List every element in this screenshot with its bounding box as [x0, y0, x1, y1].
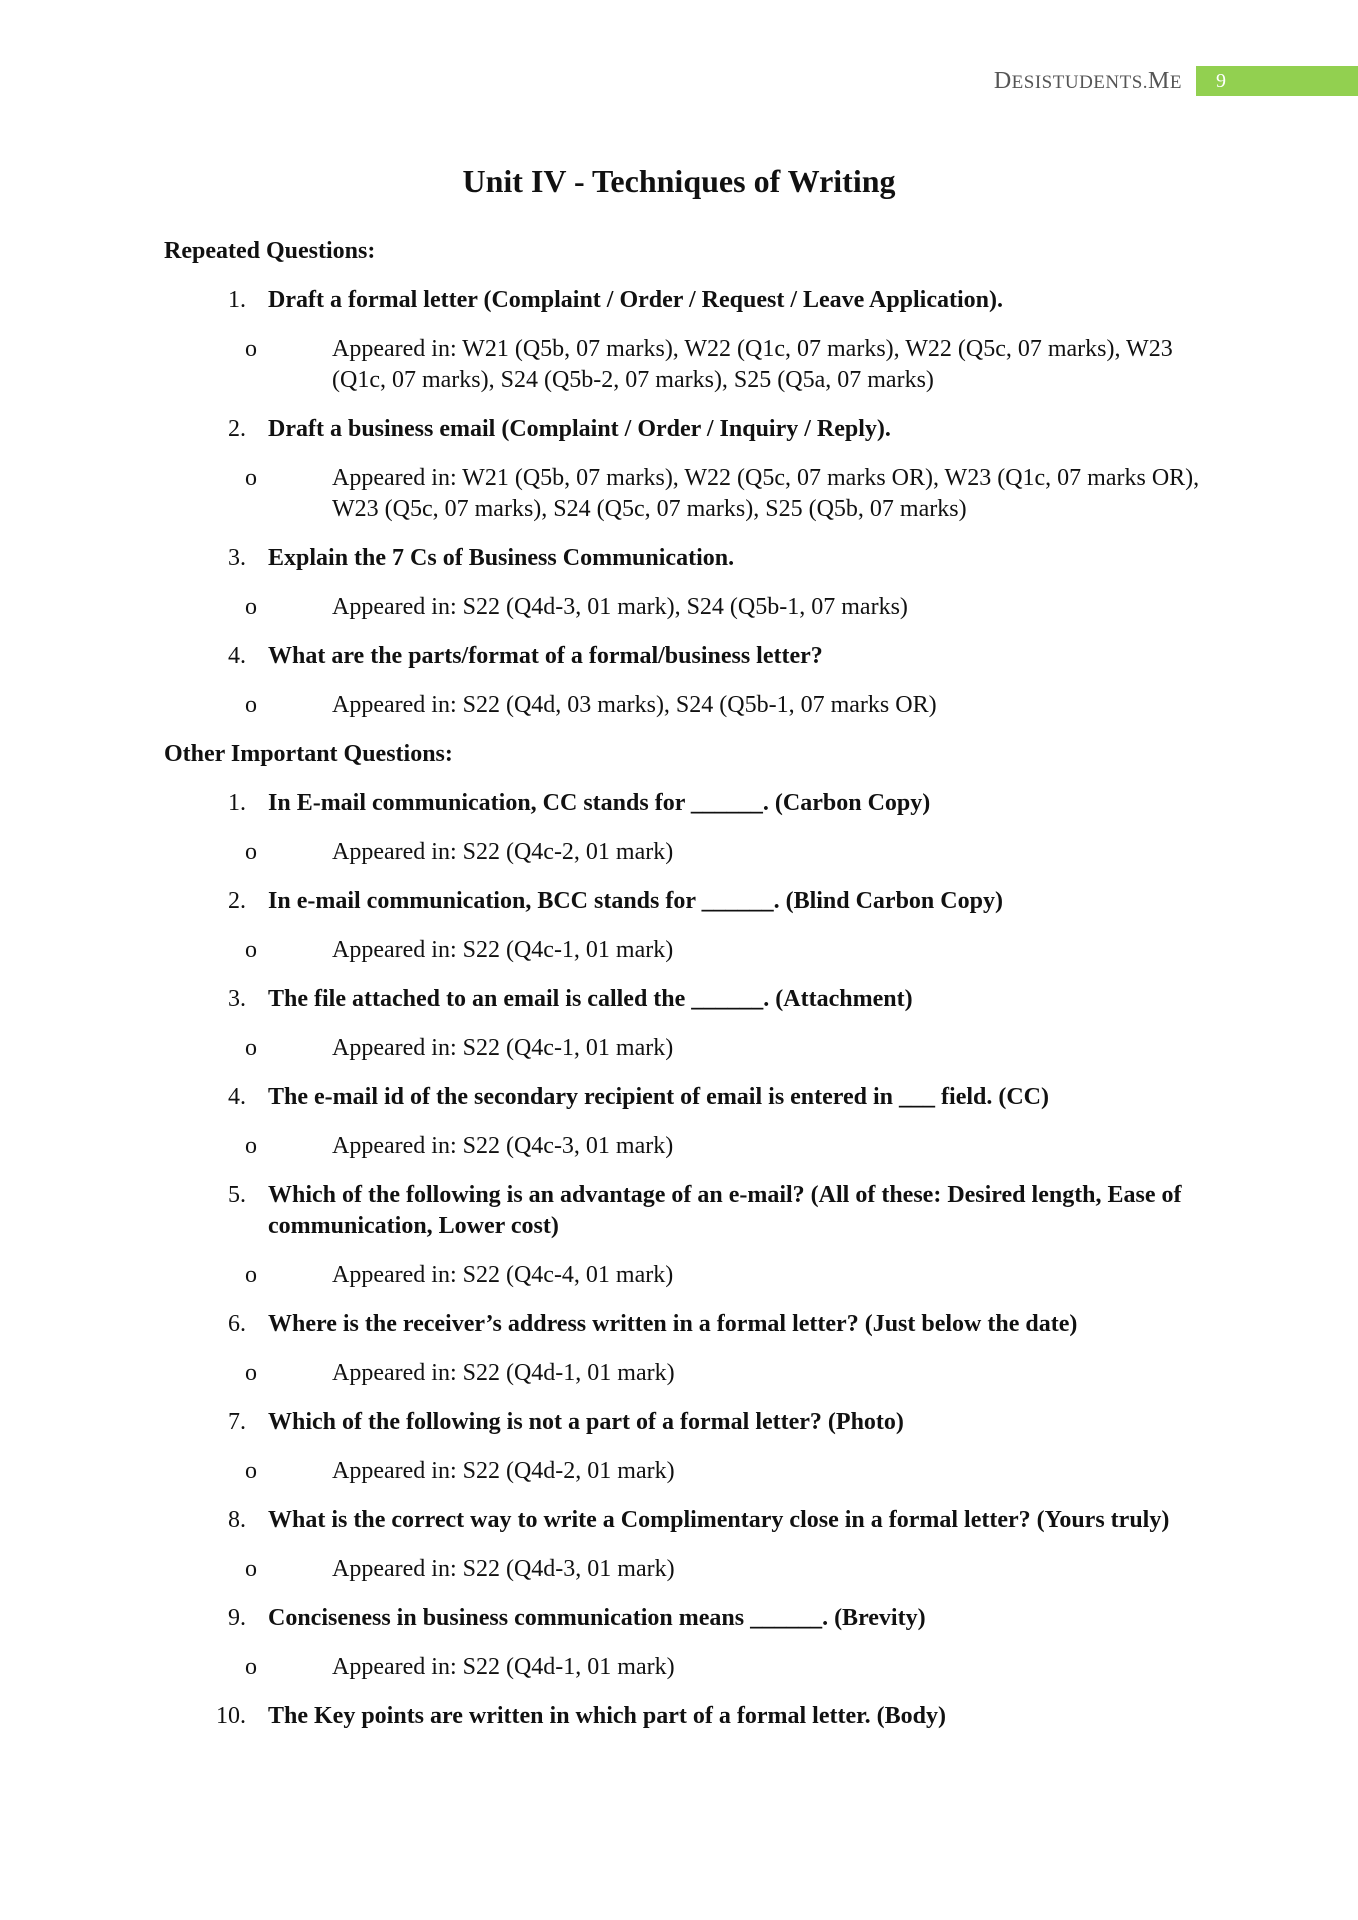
appeared-in-text: Appeared in: W21 (Q5b, 07 marks), W22 (Q5c, 07 marks OR), W23 (Q1c, 07 marks OR), W23 (Q5c, 07 marks), S24 (Q5c, 07 marks), S25 (Q5b, 07 marks)	[332, 465, 1200, 522]
question-row	[164, 1701, 1214, 1732]
bullet-glyph: o	[245, 1458, 257, 1484]
question-text: Draft a formal letter (Complaint / Order / Request / Leave Application).	[268, 287, 1003, 313]
appeared-in-text: Appeared in: S22 (Q4c-2, 01 mark)	[332, 839, 674, 865]
question-item	[164, 1407, 1214, 1487]
question-text: Which of the following is an advantage of an e-mail? (All of these: Desired length, Ease of communication, Lower cost)	[268, 1182, 1182, 1239]
appeared-in-text: Appeared in: S22 (Q4d-3, 01 mark)	[332, 1556, 675, 1582]
page-title: Unit IV - Techniques of Writing	[462, 163, 896, 199]
question-row	[164, 984, 1214, 1015]
hollow-bullet-icon	[164, 935, 300, 966]
question-item	[164, 1701, 1214, 1732]
page-number: 9	[1216, 69, 1226, 92]
question-number-text: 9.	[228, 1605, 246, 1631]
appeared-in-row	[164, 1554, 1214, 1585]
bullet-glyph: o	[245, 594, 257, 620]
appeared-in-row	[164, 1652, 1214, 1683]
site-name-tld-rest: E	[1169, 71, 1182, 93]
bullet-glyph: o	[245, 839, 257, 865]
hollow-bullet-icon	[164, 1260, 300, 1291]
appeared-in-row	[164, 1131, 1214, 1162]
appeared-in-text: Appeared in: S22 (Q4c-1, 01 mark)	[332, 1035, 674, 1061]
hollow-bullet-icon	[164, 1358, 300, 1389]
question-row	[164, 1180, 1214, 1242]
question-number-text: 4.	[228, 1084, 246, 1110]
bullet-glyph: o	[245, 937, 257, 963]
question-number	[164, 641, 246, 672]
bullet-glyph: o	[245, 1035, 257, 1061]
question-number	[164, 984, 246, 1015]
page-number-badge	[1196, 66, 1358, 96]
question-row	[164, 414, 1214, 445]
question-text: The file attached to an email is called the ______. (Attachment)	[268, 986, 913, 1012]
bullet-glyph: o	[245, 1654, 257, 1680]
question-number	[164, 1505, 246, 1536]
site-name-initial: D	[993, 67, 1012, 94]
appeared-in-row	[164, 1033, 1214, 1064]
question-number	[164, 414, 246, 445]
question-number	[164, 1603, 246, 1634]
question-text: Which of the following is not a part of a formal letter? (Photo)	[268, 1409, 904, 1435]
hollow-bullet-icon	[164, 837, 300, 868]
question-item	[164, 788, 1214, 868]
appeared-in-text: Appeared in: S22 (Q4c-3, 01 mark)	[332, 1133, 674, 1159]
question-number	[164, 886, 246, 917]
repeated-questions-list	[164, 285, 1214, 721]
appeared-in-text: Appeared in: S22 (Q4d-1, 01 mark)	[332, 1654, 675, 1680]
appeared-in-row	[164, 1456, 1214, 1487]
appeared-in-text: Appeared in: W21 (Q5b, 07 marks), W22 (Q1c, 07 marks), W22 (Q5c, 07 marks), W23 (Q1c, 07 marks), S24 (Q5b-2, 07 marks), S25 (Q5a, 07 marks)	[332, 336, 1173, 393]
appeared-in-text: Appeared in: S22 (Q4d-2, 01 mark)	[332, 1458, 675, 1484]
question-number-text: 7.	[228, 1409, 246, 1435]
question-number	[164, 1407, 246, 1438]
appeared-in-row	[164, 1260, 1214, 1291]
appeared-in-text: Appeared in: S22 (Q4c-1, 01 mark)	[332, 937, 674, 963]
question-row	[164, 641, 1214, 672]
question-number-text: 3.	[228, 545, 246, 571]
question-item	[164, 414, 1214, 525]
question-number-text: 10.	[216, 1703, 246, 1729]
question-text: In E-mail communication, CC stands for ______. (Carbon Copy)	[268, 790, 931, 816]
question-number-text: 2.	[228, 416, 246, 442]
question-row	[164, 788, 1214, 819]
appeared-in-row	[164, 334, 1214, 396]
hollow-bullet-icon	[164, 334, 300, 396]
question-number	[164, 1701, 246, 1732]
question-text: What are the parts/format of a formal/business letter?	[268, 643, 823, 669]
hollow-bullet-icon	[164, 592, 300, 623]
question-item	[164, 641, 1214, 721]
question-number-text: 8.	[228, 1507, 246, 1533]
appeared-in-text: Appeared in: S22 (Q4d-1, 01 mark)	[332, 1360, 675, 1386]
question-text: Where is the receiver’s address written in a formal letter? (Just below the date)	[268, 1311, 1078, 1337]
repeated-questions-heading: Repeated Questions:	[164, 238, 376, 264]
question-text: The Key points are written in which part of a formal letter. (Body)	[268, 1703, 946, 1729]
question-text: In e-mail communication, BCC stands for ______. (Blind Carbon Copy)	[268, 888, 1003, 914]
site-name-rest: ESISTUDENTS	[1011, 71, 1143, 93]
question-item	[164, 1309, 1214, 1389]
question-text: Conciseness in business communication means ______. (Brevity)	[268, 1605, 926, 1631]
question-item	[164, 543, 1214, 623]
question-row	[164, 1082, 1214, 1113]
question-text: Explain the 7 Cs of Business Communication.	[268, 545, 735, 571]
question-text: Draft a business email (Complaint / Order / Inquiry / Reply).	[268, 416, 891, 442]
question-number	[164, 1180, 246, 1242]
bullet-glyph: o	[245, 692, 257, 718]
question-number	[164, 1082, 246, 1113]
question-item	[164, 285, 1214, 396]
question-row	[164, 1309, 1214, 1340]
other-questions-heading: Other Important Questions:	[164, 741, 453, 767]
question-number-text: 4.	[228, 643, 246, 669]
question-item	[164, 1505, 1214, 1585]
bullet-glyph: o	[245, 1133, 257, 1159]
bullet-glyph: o	[245, 1262, 257, 1288]
appeared-in-row	[164, 935, 1214, 966]
question-number-text: 2.	[228, 888, 246, 914]
question-number-text: 6.	[228, 1311, 246, 1337]
page-header	[994, 66, 1358, 96]
hollow-bullet-icon	[164, 1033, 300, 1064]
question-text: What is the correct way to write a Complimentary close in a formal letter? (Yours truly)	[268, 1507, 1170, 1533]
appeared-in-text: Appeared in: S22 (Q4d-3, 01 mark), S24 (Q5b-1, 07 marks)	[332, 594, 908, 620]
appeared-in-row	[164, 690, 1214, 721]
hollow-bullet-icon	[164, 1456, 300, 1487]
question-row	[164, 886, 1214, 917]
question-number	[164, 285, 246, 316]
hollow-bullet-icon	[164, 1554, 300, 1585]
site-name-dot: .	[1142, 71, 1149, 93]
question-number-text: 5.	[228, 1182, 246, 1208]
bullet-glyph: o	[245, 336, 257, 362]
site-name	[994, 68, 1182, 95]
question-number	[164, 788, 246, 819]
question-number	[164, 543, 246, 574]
bullet-glyph: o	[245, 465, 257, 491]
question-item	[164, 1082, 1214, 1162]
question-row	[164, 1407, 1214, 1438]
question-row	[164, 1505, 1214, 1536]
question-number-text: 3.	[228, 986, 246, 1012]
bullet-glyph: o	[245, 1360, 257, 1386]
appeared-in-row	[164, 1358, 1214, 1389]
question-row	[164, 1603, 1214, 1634]
question-number-text: 1.	[228, 790, 246, 816]
question-number-text: 1.	[228, 287, 246, 313]
hollow-bullet-icon	[164, 1652, 300, 1683]
question-item	[164, 984, 1214, 1064]
appeared-in-text: Appeared in: S22 (Q4c-4, 01 mark)	[332, 1262, 674, 1288]
question-item	[164, 1180, 1214, 1291]
hollow-bullet-icon	[164, 463, 300, 525]
other-questions-list	[164, 788, 1214, 1732]
question-row	[164, 543, 1214, 574]
appeared-in-row	[164, 592, 1214, 623]
hollow-bullet-icon	[164, 690, 300, 721]
hollow-bullet-icon	[164, 1131, 300, 1162]
appeared-in-row	[164, 837, 1214, 868]
appeared-in-text: Appeared in: S22 (Q4d, 03 marks), S24 (Q5b-1, 07 marks OR)	[332, 692, 937, 718]
site-name-tld-initial: M	[1148, 67, 1170, 94]
bullet-glyph: o	[245, 1556, 257, 1582]
appeared-in-row	[164, 463, 1214, 525]
question-text: The e-mail id of the secondary recipient of email is entered in ___ field. (CC)	[268, 1084, 1050, 1110]
question-number	[164, 1309, 246, 1340]
question-row	[164, 285, 1214, 316]
question-item	[164, 886, 1214, 966]
question-item	[164, 1603, 1214, 1683]
document-body	[164, 236, 1214, 1750]
